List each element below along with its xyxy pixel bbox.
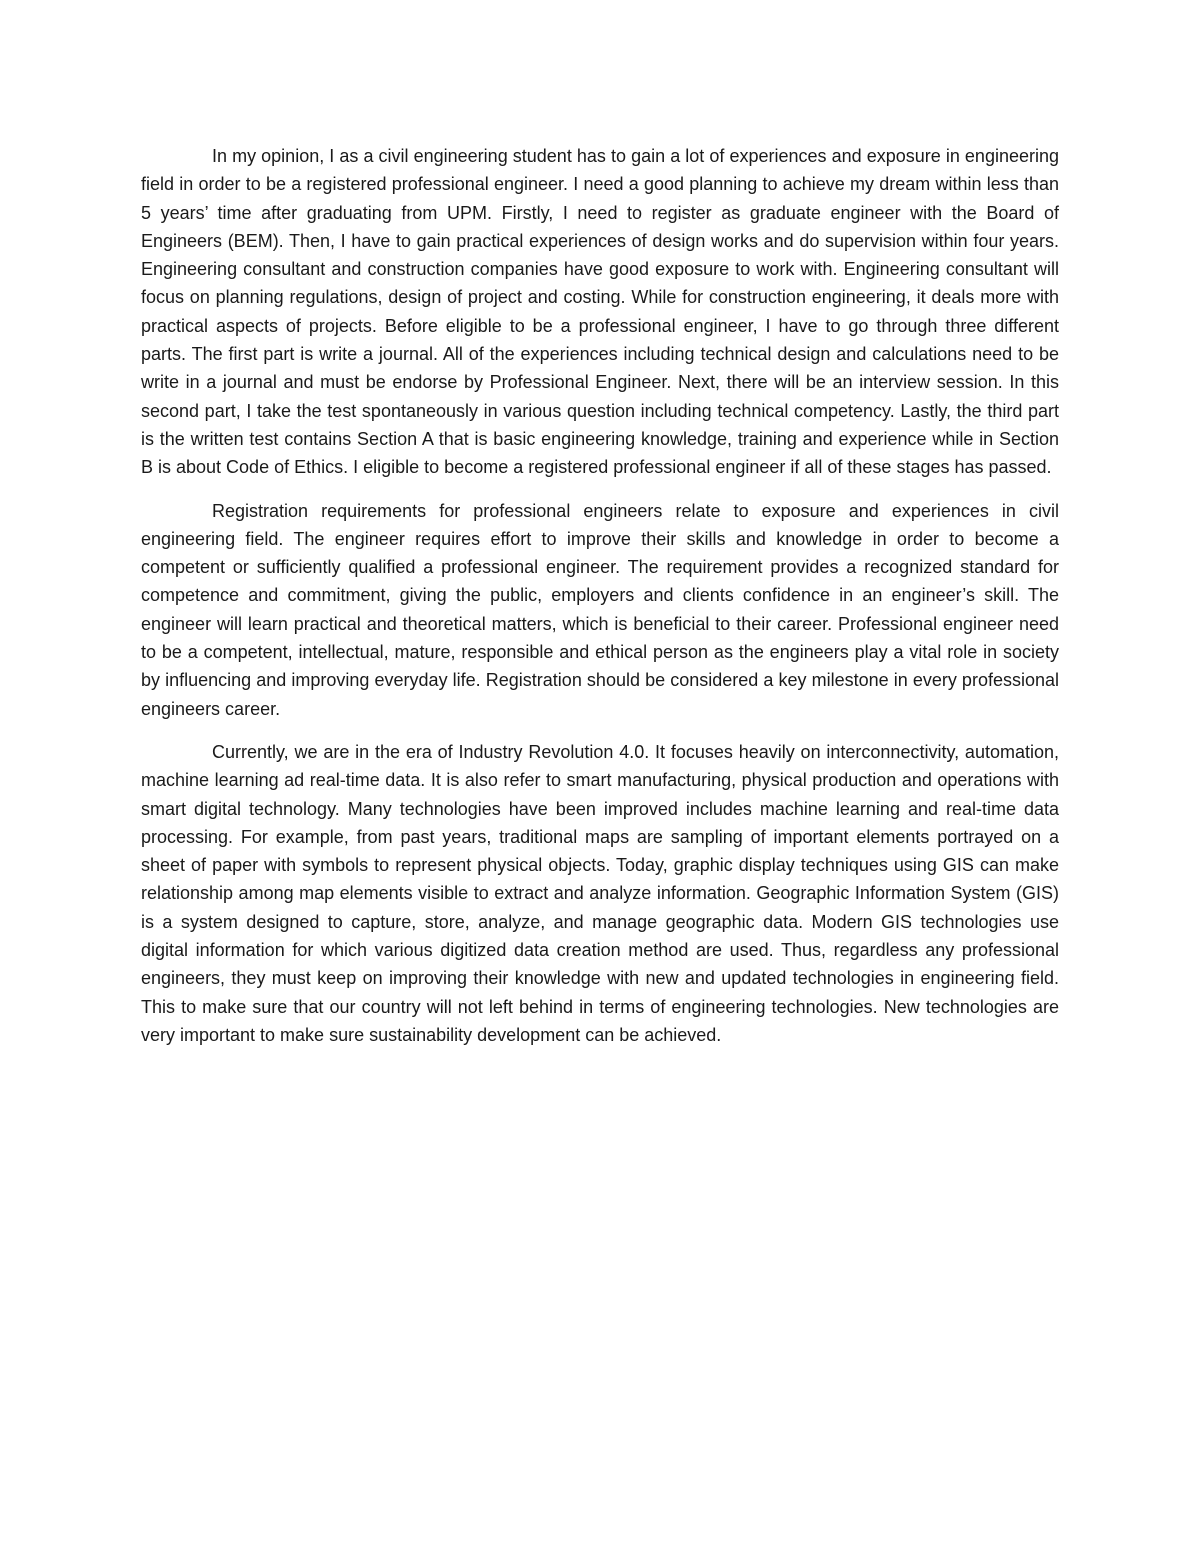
paragraph-2: Registration requirements for professional engineers relate to exposure and experiences in civil engineering field. The engineer requires effort to improve their skills and knowledge in order to become a competent or sufficiently qualified a professional engineer. The requirement provides a recognized standard for competence and commitment, giving the public, employers and clients confidence in an engineer’s skill. The engineer will learn practical and theoretical matters, which is beneficial to their career. Professional engineer need to be a competent, intellectual, mature, responsible and ethical person as the engineers play a vital role in society by influencing and improving everyday life. Registration should be considered a key milestone in every professional engineers career.: [141, 500, 1059, 719]
paragraph-1: In my opinion, I as a civil engineering student has to gain a lot of experiences and exposure in engineering field in order to be a registered professional engineer. I need a good planning to achieve my dream within less than 5 years’ time after graduating from UPM. Firstly, I need to register as graduate engineer with the Board of Engineers (BEM). Then, I have to gain practical experiences of design works and do supervision within four years. Engineering consultant and construction companies have good exposure to work with. Engineering consultant will focus on planning regulations, design of project and costing. While for construction engineering, it deals more with practical aspects of projects. Before eligible to be a professional engineer, I have to go through three different parts. The first part is write a journal. All of the experiences including technical design and calculations need to be write in a journal and must be endorse by Professional Engineer. Next, there will be an interview session. In this second part, I take the test spontaneously in various question including technical competency. Lastly, the third part is the written test contains Section A that is basic engineering knowledge, training and experience while in Section B is about Code of Ethics. I eligible to become a registered professional engineer if all of these stages has passed.: [141, 146, 1059, 478]
paragraph-3: Currently, we are in the era of Industry Revolution 4.0. It focuses heavily on interconnectivity, automation, machine learning ad real-time data. It is also refer to smart manufacturing, physical production and operations with smart digital technology. Many technologies have been improved includes machine learning and real-time data processing. For example, from past years, traditional maps are sampling of important elements portrayed on a sheet of paper with symbols to represent physical objects. Today, graphic display techniques using GIS can make relationship among map elements visible to extract and analyze information. Geographic Information System (GIS) is a system designed to capture, store, analyze, and manage geographic data. Modern GIS technologies use digital information for which various digitized data creation method are used. Thus, regardless any professional engineers, they must keep on improving their knowledge with new and updated technologies in engineering field. This to make sure that our country will not left behind in terms of engineering technologies. New technologies are very important to make sure sustainability development can be achieved.: [141, 741, 1059, 1045]
document-body: [141, 142, 1059, 1064]
